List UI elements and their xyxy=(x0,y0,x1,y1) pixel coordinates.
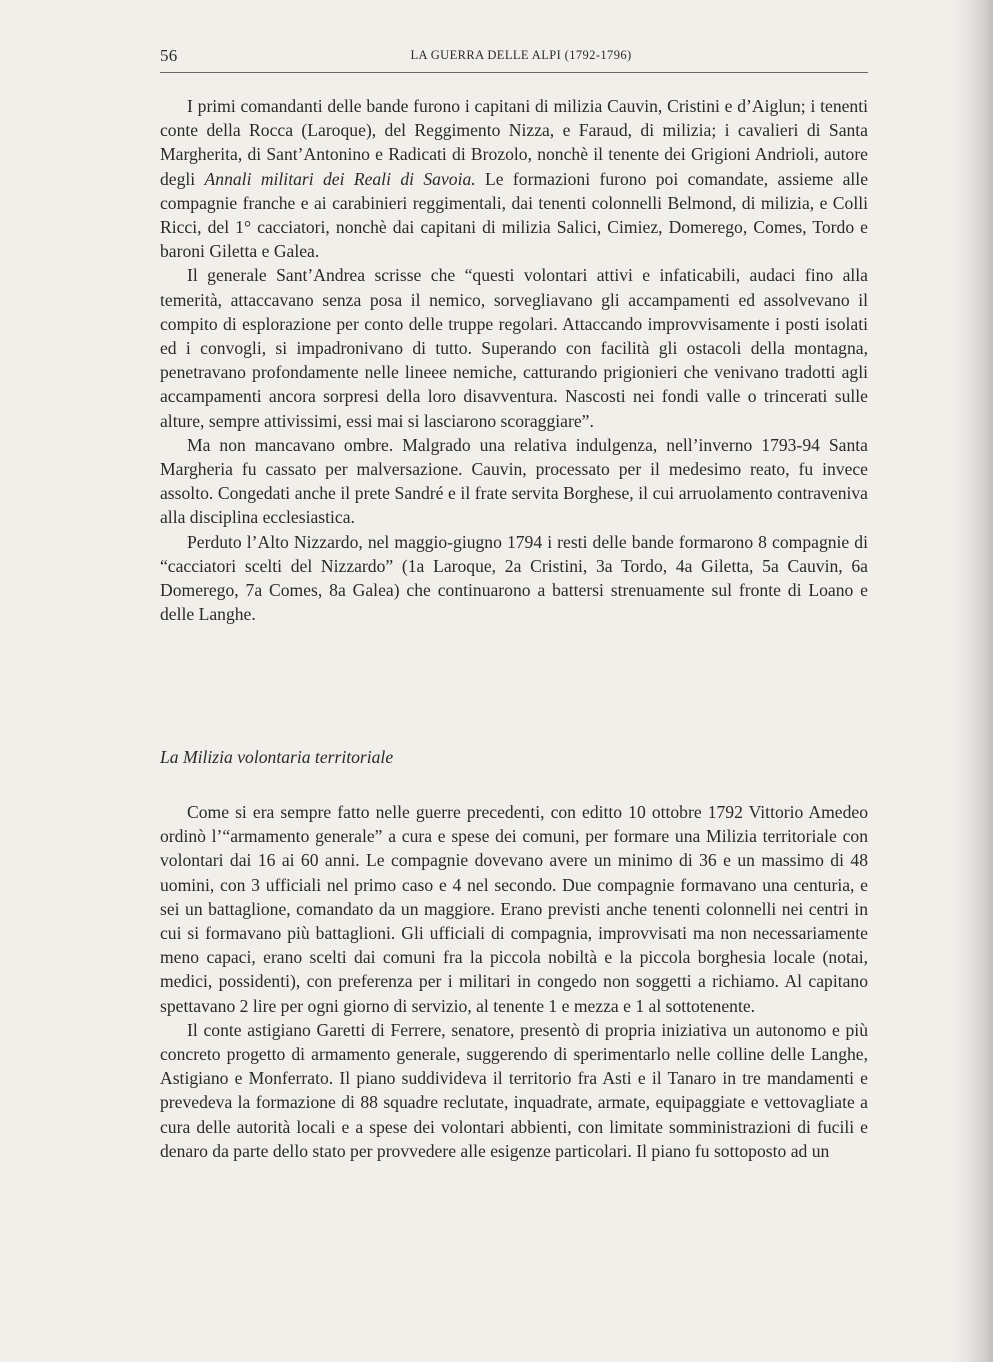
paragraph: Il generale Sant’Andrea scrisse che “questi volontari attivi e infaticabili, audaci fino alla temerità, attaccavano senza posa il nemico, sorvegliavano gli accampamenti ed assolvevano il compito di esplorazione per conto delle truppe regolari. Attaccando improvvisamente i posti isolati ed i convogli, si impadronivano di tutto. Superando con facilità gli ostacoli della montagna, penetravano profondamente nelle lineee nemiche, catturando prigionieri che venivano tradotti agli accampamenti ancora sorpresi della loro disavventura. Nascosti nei fondi valle o trincerati sulle alture, sempre attivissimi, essi mai si lasciarono scoraggiare”. xyxy=(160,265,868,431)
paragraph: Ma non mancavano ombre. Malgrado una relativa indulgenza, nell’inverno 1793-94 Santa Margheria fu cassato per malversazione. Cauvin, processato per il medesimo reato, fu invece assolto. Congedati anche il prete Sandré e il frate servita Borghese, il cui arruolamento contraveniva alla disciplina ecclesiastica. xyxy=(160,434,868,528)
section-milizia-text xyxy=(160,800,868,1163)
section-heading: La Milizia volontaria territoriale xyxy=(160,747,394,767)
scan-edge-shadow xyxy=(953,0,993,1362)
paragraph: Il conte astigiano Garetti di Ferrere, senatore, presentò di propria iniziativa un autonomo e più concreto progetto di armamento generale, suggerendo di sperimentarlo nelle colline delle Langhe, Astigiano e Monferrato. Il piano suddivideva il territorio fra Asti e il Tanaro in tre mandamenti e prevedeva la formazione di 88 squadre reclutate, inquadrate, armate, equipaggiate e vettovagliate a cura delle autorità locali e a spese dei volontari abbienti, con limitate somministrazioni di fucili e denaro da parte dello stato per provvedere alle esigenze particolari. Il piano fu sottoposto ad un xyxy=(160,1019,868,1161)
paragraph: I primi comandanti delle bande furono i capitani di milizia Cauvin, Cristini e d’Aiglun; i tenenti conte della Rocca (Laroque), del Reggimento Nizza, e Faraud, di milizia; i cavalieri di Santa Margherita, di Sant’Antonino e Radicati di Brozolo, nonchè il tenente dei Grigioni Andrioli, autore degli Annali militari dei Reali di Savoia. Le formazioni furono poi comandate, assieme alle compagnie franche e ai carabinieri reggimentali, dai tenenti colonnelli Belmond, di milizia, e Colli Ricci, del 1° cacciatori, nonchè dai capitani di milizia Salici, Cimiez, Domerego, Comes, Tordo e baroni Giletta e Galea. xyxy=(160,96,869,262)
book-title-reference: Annali militari dei Reali di Savoia. xyxy=(204,168,476,189)
section-bande-text xyxy=(160,94,868,626)
paragraph: Perduto l’Alto Nizzardo, nel maggio-giugno 1794 i resti delle bande formarono 8 compagnie di “cacciatori scelti del Nizzardo” (1a Laroque, 2a Cristini, 3a Tordo, 4a Giletta, 5a Cauvin, 6a Domerego, 7a Comes, 8a Galea) che continuarono a battersi strenuamente sul fronte di Loano e delle Langhe. xyxy=(160,531,868,625)
running-title: LA GUERRA DELLE ALPI (1792-1796) xyxy=(410,48,632,62)
paragraph: Come si era sempre fatto nelle guerre precedenti, con editto 10 ottobre 1792 Vittorio Amedeo ordinò l’“armamento generale” a cura e spese dei comuni, per formare una Milizia territoriale con volontari dai 16 ai 60 anni. Le compagnie dovevano avere un minimo di 36 e un massimo di 48 uomini, con 3 ufficiali nel primo caso e 4 nel secondo. Due compagnie formavano una centuria, e sei un battaglione, comandato da un maggiore. Erano previsti anche tenenti colonnelli nei centri in cui si formavano più battaglioni. Gli ufficiali di compagnia, improvvisati ma non necessariamente meno capaci, erano scelti dai comuni fra la piccola nobiltà e la piccola borghesia locale (notai, medici, possidenti), con preferenza per i militari in congedo non soggetti a richiamo. Al capitano spettavano 2 lire per ogni giorno di servizio, al tenente 1 e mezza e 1 al sottotenente. xyxy=(160,802,868,1016)
page-number: 56 xyxy=(160,46,178,65)
header-rule xyxy=(160,72,868,73)
running-head xyxy=(160,44,868,72)
